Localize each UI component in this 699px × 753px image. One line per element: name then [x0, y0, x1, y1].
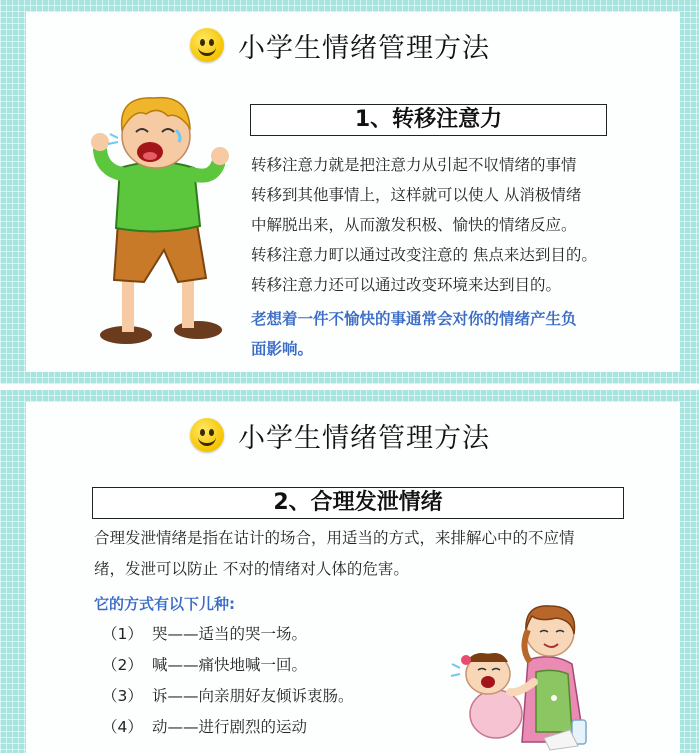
- list-item-text: 诉——向亲朋好友倾诉衷肠。: [152, 687, 354, 705]
- paragraph-line: 合理发泄情绪是指在诂计的场合，用适当的方式，来排解心中的不应情: [94, 529, 575, 547]
- list-item-number: （4）: [102, 718, 143, 736]
- list-item-number: （1）: [102, 625, 143, 643]
- list-item: [102, 684, 354, 706]
- list-subheading: 它的方式有以下儿种:: [94, 595, 235, 613]
- smiley-icon: [190, 28, 224, 62]
- list-item: [102, 653, 307, 675]
- list-item-text: 哭——适当的哭一场。: [152, 625, 308, 643]
- slide-2: [0, 390, 699, 753]
- smiley-icon: [190, 418, 224, 452]
- slide-title: 小学生情绪管理方法: [238, 33, 490, 64]
- paragraph-line: 转移到其他事情上，这样就可以使人 从消极情绪: [251, 186, 582, 204]
- paragraph-line: 转移注意力町以通过改变注意的 焦点来达到目的。: [251, 246, 597, 264]
- list-item-number: （3）: [102, 687, 143, 705]
- paragraph-line: 转移注意力就是把注意力从引起不収情绪的事情: [251, 156, 577, 174]
- slide-2-content: [26, 402, 680, 753]
- crying-boy-illustration: [78, 90, 228, 348]
- section-title-box: 1、转移注意力: [250, 104, 607, 136]
- mother-crying-baby-illustration: [444, 602, 604, 750]
- slide-1-content: [26, 12, 680, 372]
- slide-title: 小学生情绪管理方法: [238, 423, 490, 454]
- list-item-text: 动——进行剧烈的运动: [152, 718, 308, 736]
- list-item: [102, 622, 307, 644]
- section-title-box: 2、合理发泄情绪: [92, 487, 624, 519]
- paragraph-line: 绪，发泄可以防止 不对的情绪对人体的危害。: [94, 560, 409, 578]
- highlight-line: 面影响。: [251, 340, 314, 358]
- list-item-text: 喊——痛快地喊一回。: [152, 656, 308, 674]
- paragraph-line: 中解脱出来，从而激发积极、愉快的情绪反应。: [251, 216, 577, 234]
- list-item: [102, 715, 307, 737]
- list-item-number: （2）: [102, 656, 143, 674]
- highlight-line: 老想着一件不愉快的事通常会对你的情绪产生负: [251, 310, 577, 328]
- paragraph-line: 转移注意力还可以通过改变环境来达到目的。: [251, 276, 562, 294]
